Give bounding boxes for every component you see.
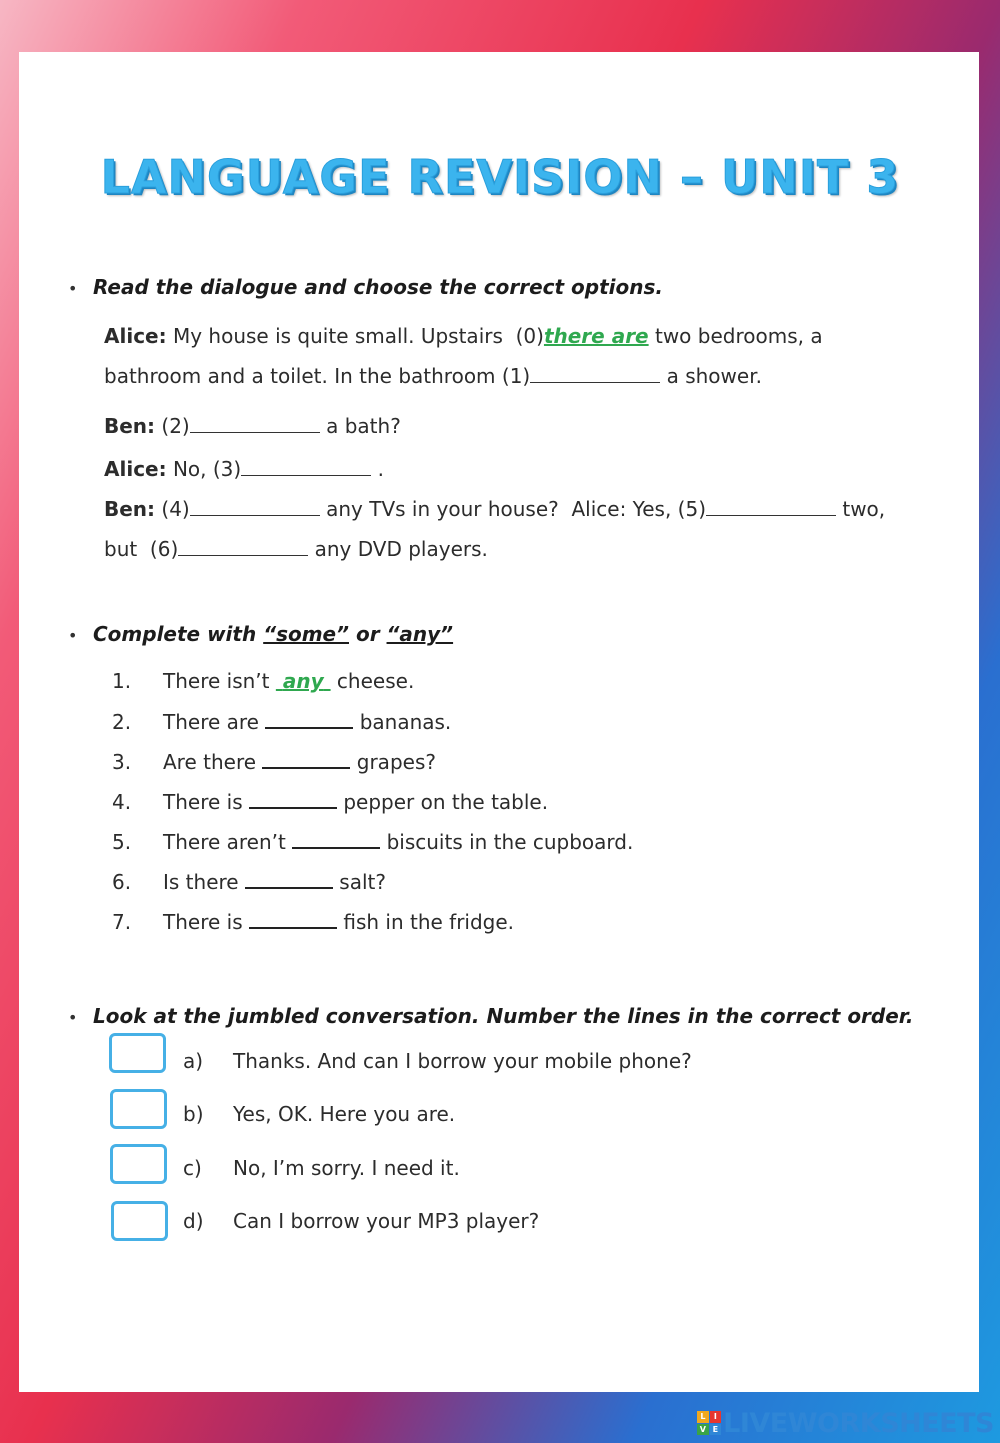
dialogue-text: any TVs in your house? Alice: Yes, (5) (319, 497, 706, 521)
section2-instruction (93, 622, 453, 646)
speaker-label: Alice: (104, 457, 167, 481)
dialogue-text: (4) (161, 497, 190, 521)
dialogue-text: a shower. (660, 364, 762, 388)
dialogue-line-5 (104, 497, 885, 521)
dialogue-text: No, (3) (172, 457, 242, 481)
bullet-icon: • (68, 279, 78, 298)
dialogue-line-2 (104, 364, 762, 388)
dialogue-text: . (371, 457, 384, 481)
item-text: pepper on the table. (336, 790, 549, 814)
list-item-7 (112, 909, 514, 934)
answer-blank-3[interactable] (241, 457, 371, 476)
item-number: 7. (112, 910, 132, 934)
answer-blank-4[interactable] (190, 497, 320, 516)
item-text: There are (163, 710, 266, 734)
conversation-line-c (183, 1156, 460, 1180)
line-letter: d) (183, 1209, 204, 1233)
answer-example: there are (543, 324, 649, 348)
answer-blank[interactable] (292, 829, 380, 849)
item-text: salt? (332, 870, 386, 894)
dialogue-line-1 (104, 324, 823, 348)
dialogue-text: but (6) (104, 537, 179, 561)
answer-blank-1[interactable] (530, 364, 660, 383)
item-number: 5. (112, 830, 132, 854)
dialogue-line-4 (104, 457, 384, 481)
answer-blank[interactable] (249, 909, 337, 929)
item-text: Are there (163, 750, 263, 774)
speaker-label: Ben: (104, 497, 156, 521)
line-text: Can I borrow your MP3 player? (233, 1209, 540, 1233)
dialogue-line-3 (104, 414, 401, 438)
item-number: 2. (112, 710, 132, 734)
item-text: There is (163, 910, 249, 934)
liveworksheets-logo (697, 1408, 994, 1438)
item-text: There aren’t (163, 830, 293, 854)
item-text: There is (163, 790, 249, 814)
item-text: bananas. (353, 710, 452, 734)
line-text: No, I’m sorry. I need it. (233, 1156, 460, 1180)
item-text: There isn’t (163, 669, 276, 693)
word-some: “some” (263, 622, 349, 646)
dialogue-text: bathroom and a toilet. In the bathroom (1) (104, 364, 531, 388)
section3-instruction: Look at the jumbled conversation. Number the lines in the correct order. (93, 1004, 914, 1028)
speaker-label: Alice: (104, 324, 167, 348)
dialogue-text: two bedrooms, a (648, 324, 823, 348)
section1-instruction: Read the dialogue and choose the correct options. (93, 275, 663, 299)
item-text: fish in the fridge. (336, 910, 515, 934)
instruction-text: Complete with (93, 622, 264, 646)
item-number: 3. (112, 750, 132, 774)
dialogue-text: (2) (161, 414, 190, 438)
line-letter: b) (183, 1102, 204, 1126)
answer-blank[interactable] (265, 709, 353, 729)
dialogue-text: My house is quite small. Upstairs (0) (172, 324, 544, 348)
word-any: “any” (386, 622, 454, 646)
order-input-b[interactable] (110, 1089, 167, 1129)
list-item-3 (112, 749, 436, 774)
page-title: LANGUAGE REVISION – UNIT 3 (100, 150, 900, 204)
dialogue-text: any DVD players. (308, 537, 488, 561)
list-item-6 (112, 869, 386, 894)
dialogue-line-6 (104, 537, 488, 561)
conversation-line-d (183, 1209, 539, 1233)
answer-blank-2[interactable] (190, 414, 320, 433)
list-item-2 (112, 709, 451, 734)
item-number: 6. (112, 870, 132, 894)
item-text: biscuits in the cupboard. (380, 830, 634, 854)
conversation-line-b (183, 1102, 455, 1126)
speaker-label: Ben: (104, 414, 156, 438)
bullet-icon: • (68, 1008, 78, 1027)
order-input-c[interactable] (110, 1144, 167, 1184)
item-text: grapes? (350, 750, 436, 774)
list-item-1 (112, 669, 414, 693)
order-input-a[interactable] (109, 1033, 166, 1073)
answer-blank-5[interactable] (706, 497, 836, 516)
line-letter: c) (183, 1156, 202, 1180)
line-letter: a) (183, 1049, 204, 1073)
instruction-text: or (349, 622, 387, 646)
conversation-line-a (183, 1049, 692, 1073)
answer-blank[interactable] (262, 749, 350, 769)
item-text: cheese. (330, 669, 415, 693)
list-item-4 (112, 789, 548, 814)
answer-blank-6[interactable] (178, 537, 308, 556)
logo-text: LIVEWORKSHEETS (723, 1407, 994, 1439)
liveworksheets-logo-icon: L I V E (697, 1411, 721, 1435)
order-input-d[interactable] (111, 1201, 168, 1241)
item-number: 1. (112, 669, 132, 693)
dialogue-text: a bath? (319, 414, 401, 438)
answer-blank[interactable] (249, 789, 337, 809)
item-number: 4. (112, 790, 132, 814)
line-text: Yes, OK. Here you are. (233, 1102, 456, 1126)
item-text: Is there (163, 870, 245, 894)
line-text: Thanks. And can I borrow your mobile phone? (233, 1049, 692, 1073)
answer-example: any (282, 669, 324, 693)
dialogue-text: two, (836, 497, 886, 521)
bullet-icon: • (68, 626, 78, 645)
answer-blank[interactable] (245, 869, 333, 889)
list-item-5 (112, 829, 633, 854)
